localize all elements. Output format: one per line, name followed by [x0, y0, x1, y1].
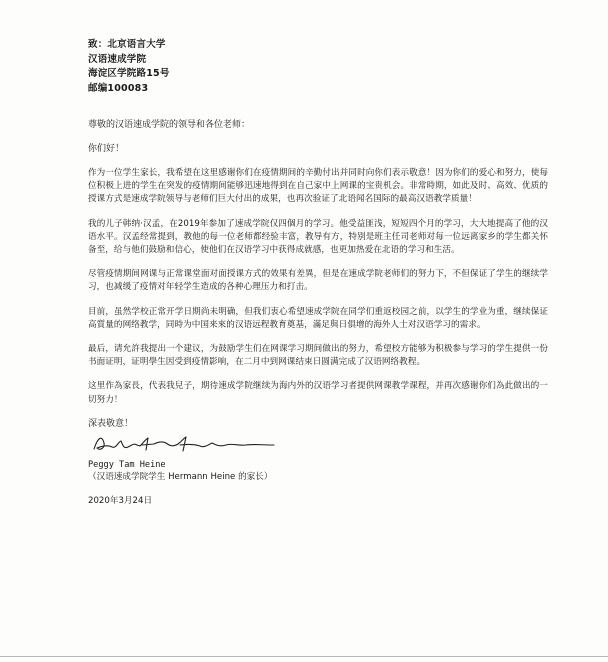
address-line: 邮编100083: [88, 82, 149, 94]
letter-body: [88, 38, 548, 507]
handwritten-signature: [88, 433, 288, 455]
page-bottom-edge: [0, 656, 608, 657]
paragraph: 目前，虽然学校正常开学日期尚未明确，但我们衷心希望速成学院在同学们重返校园之前，以学生的学业为重，继续保证高質量的网络教学，同時为中国来來的汉语远程教育奠基，滿足與日俱增的海外人士对汉语学习的需求。: [88, 306, 548, 330]
closing: 深表敬意！: [88, 418, 134, 429]
letter-date: 2020年3月24日: [88, 495, 153, 506]
paragraph: 尽管疫情期间网课与正常课堂面对面授课方式的效果有差異，但是在速成学院老师们的努力下，不但保证了学生的继续学习，也减缓了疫情对年轻学生造成的各种心理压力和打击。: [88, 269, 548, 293]
address-line: 致：北京语言大学: [88, 39, 166, 50]
greeting: 你们好！: [88, 144, 125, 154]
address-line: 汉语速成学院: [88, 53, 147, 65]
address-line: 海淀区学院路15号: [88, 68, 170, 79]
signer-name: Peggy Tam Heine: [88, 459, 166, 470]
recipient-address: [88, 38, 548, 96]
paragraph: 最后，请允許我提出一个建议，为鼓励学生们在网课学习期间做出的努力，希望校方能够为积极参与学习的学生提供一份书面证明，证明學生因受到疫情影响，在二月中到网课结束日圆满完成了汉语网络教程。: [88, 344, 548, 368]
paragraph: 这里作為家長，代表我兒子，期待速成学院继续为海内外的汉语学习者提供网课教学课程，并再次感谢你们為此做出的一切努力！: [88, 381, 548, 405]
paragraph: 作为一位学生家长，我希望在这里感谢你们在疫情期间的辛勤付出并同时向你们表示敬意！因为你们的爱心和努力，使每位积极上进的学生在突发的疫情期间能够迅速地得到在自己家中上网课的宝贵机会。非常時期，如此及时、高效、优质的授课方式是速成学院领导与老师们巨大付出的成果，也再次验证了北语闻名国际的最高汉语教学质量！: [88, 168, 548, 205]
salutation: 尊敬的汉语速成学院的领导和各位老师：: [88, 120, 251, 130]
signer-role: （汉语速成学院学生 Hermann Heine 的家长）: [88, 471, 273, 482]
paragraph: 我的儿子韩纳·汉孟，在2019年参加了速成学院仅四個月的学习。他受益匪浅，短短四个月的学习，大大地提高了他的汉语水平。汉孟经常提到，教他的每一位老师都经验丰富，教导有方，特别是班主任司老师对每一位远离家乡的学生都关怀备至，给与他们鼓励和信心，使他们在汉语学习中获得成就感，也更加热爱在北语的学习和生活。: [88, 218, 548, 256]
